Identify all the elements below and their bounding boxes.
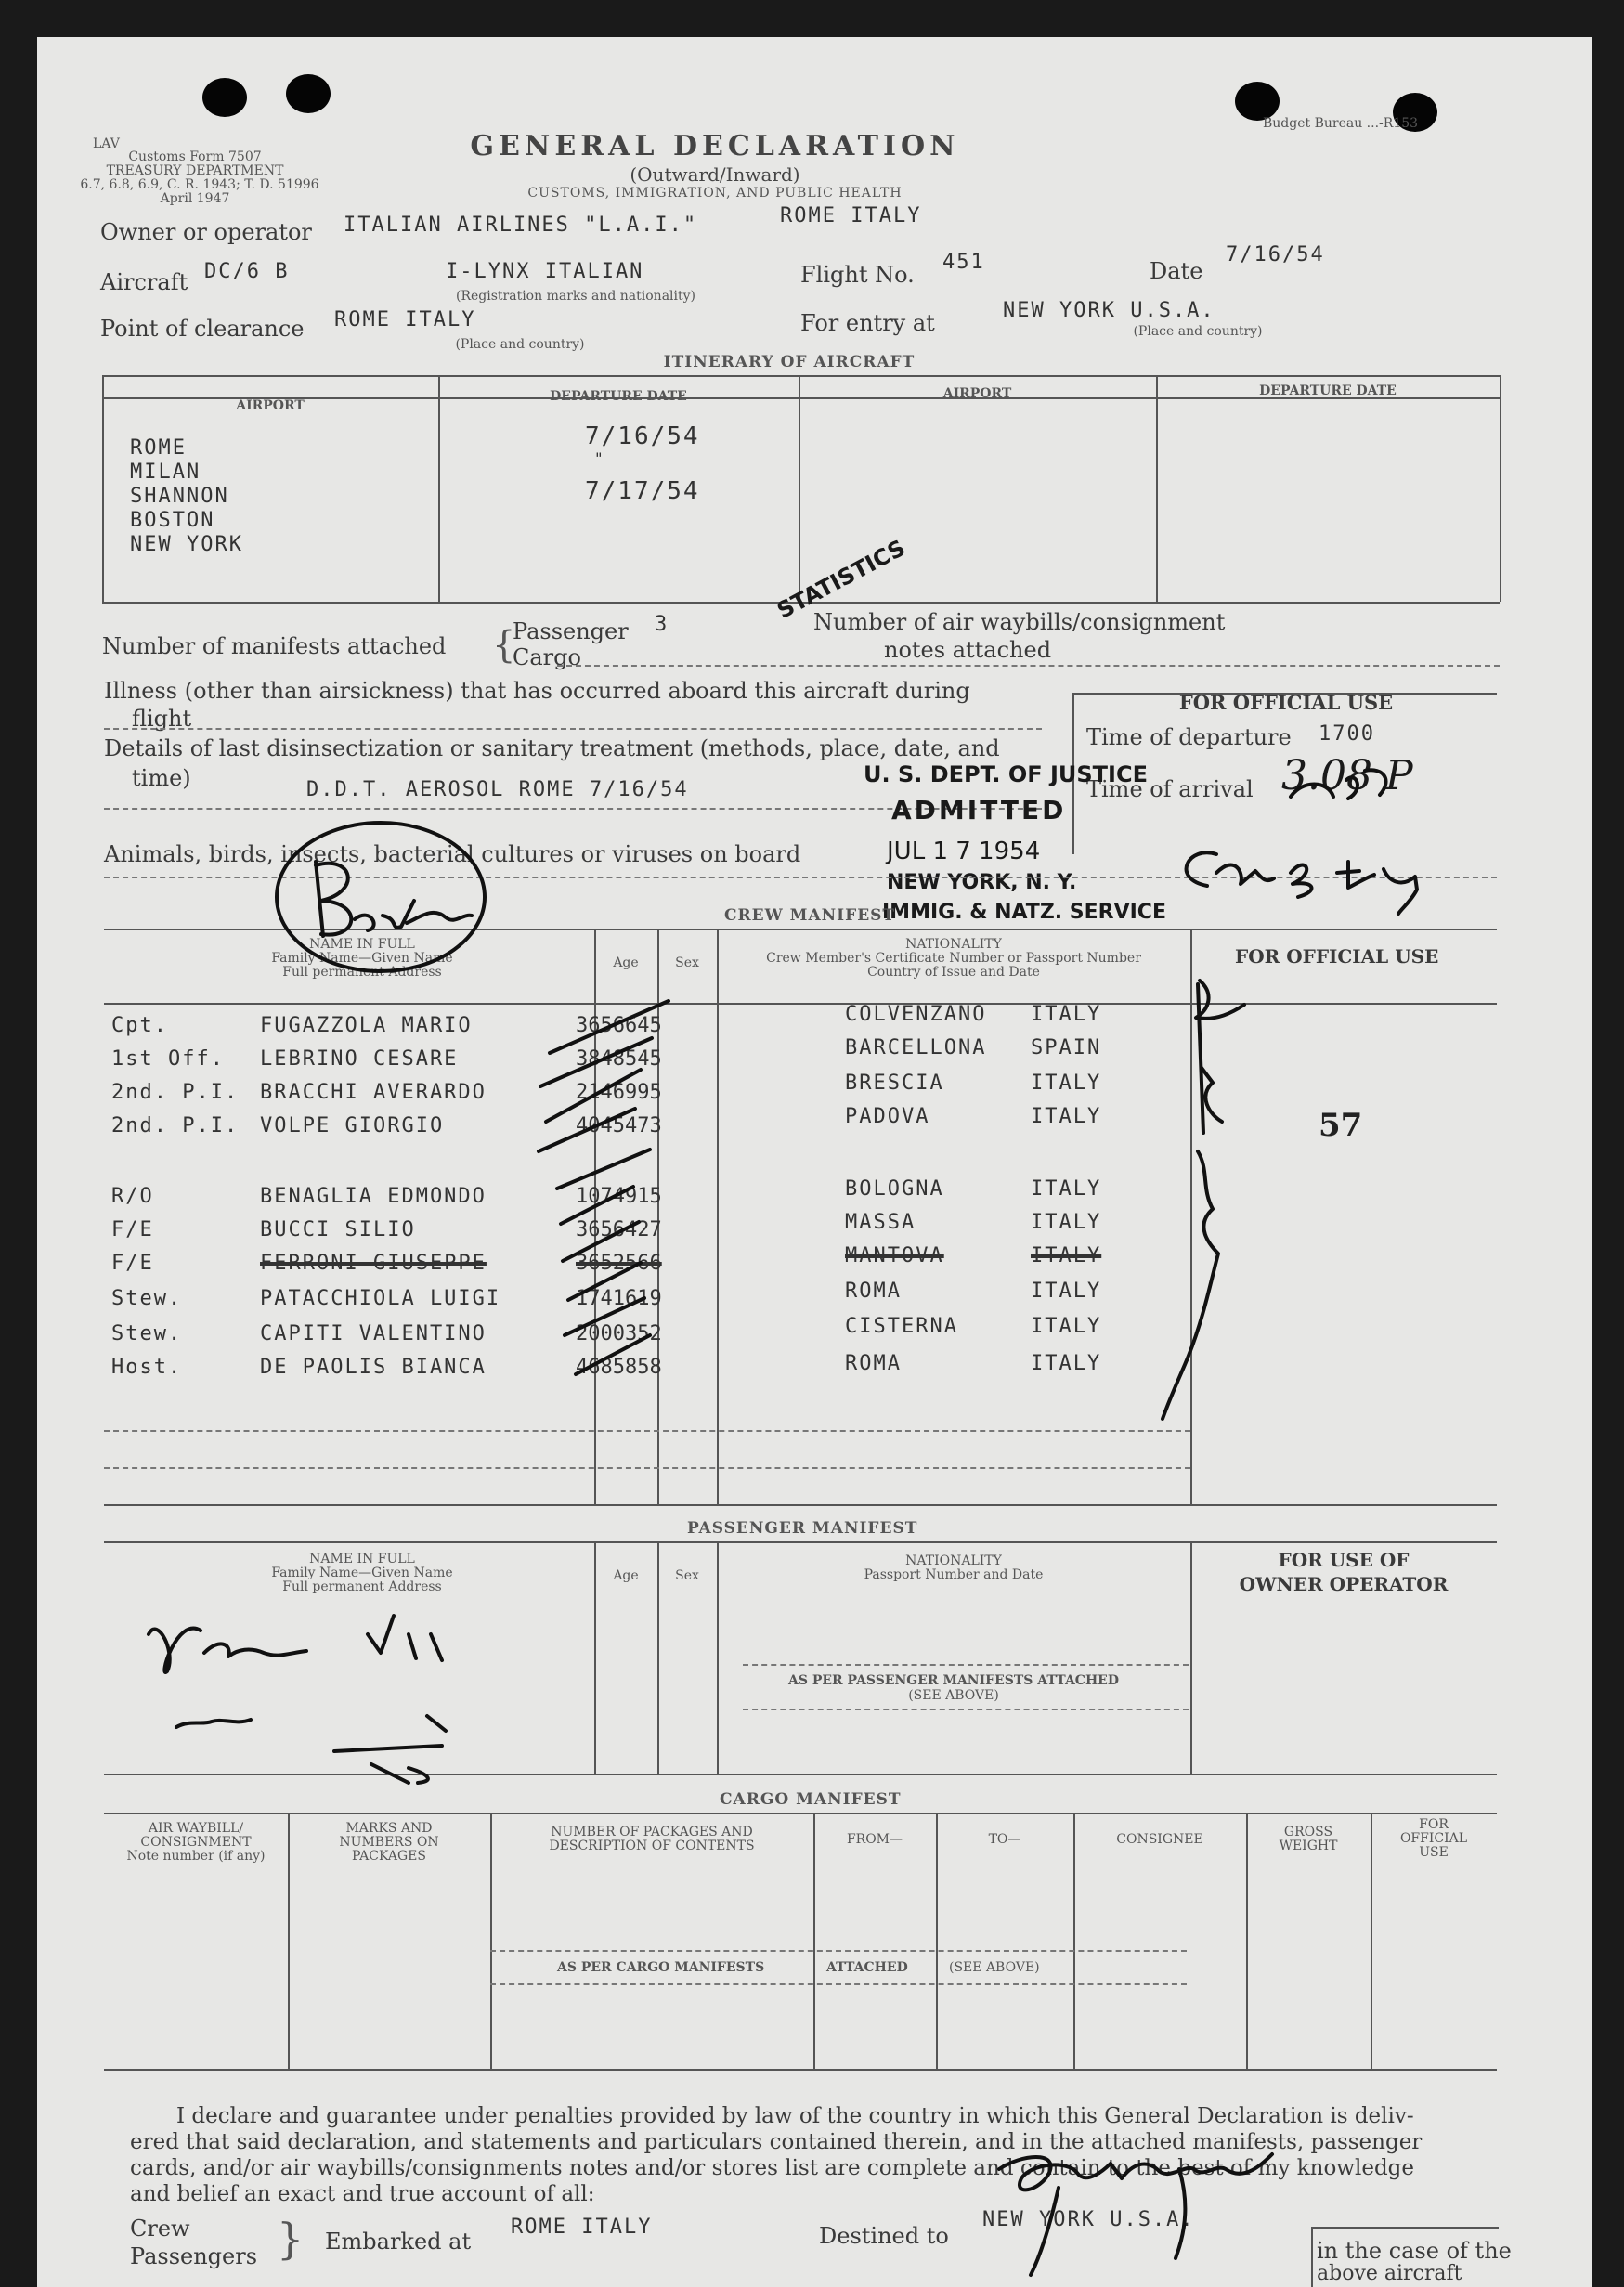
form-info-1: Customs Form 7507 xyxy=(128,149,262,164)
crew-name: FUGAZZOLA MARIO xyxy=(260,1014,473,1037)
above-aircraft-label: above aircraft xyxy=(1317,2262,1462,2285)
passenger-header-sex: Sex xyxy=(675,1568,699,1583)
declaration-line-2: ered that said declaration, and statements and particulars contained therein, and in the attached manifests, passenger xyxy=(130,2130,1423,2154)
crew-header-nationality-3: Country of Issue and Date xyxy=(867,965,1040,980)
clearance-caption: (Place and country) xyxy=(455,337,585,352)
crew-rank: Host. xyxy=(111,1356,183,1379)
date-label: Date xyxy=(1150,258,1203,284)
crew-place: MASSA xyxy=(845,1211,916,1234)
cargo-header-marks-3: PACKAGES xyxy=(352,1849,426,1864)
form-info-3: 6.7, 6.8, 6.9, C. R. 1943; T. D. 51996 xyxy=(80,177,319,192)
itinerary-date: 7/17/54 xyxy=(585,477,700,505)
illness-label: Illness (other than airsickness) that has occurred aboard this aircraft during xyxy=(104,678,970,704)
clearance-value: ROME ITALY xyxy=(334,308,476,331)
cargo-header-official-2: OFFICIAL xyxy=(1399,1831,1468,1846)
passenger-scribble xyxy=(149,1629,306,1672)
flight-value: 451 xyxy=(942,251,985,274)
budget-ref: Budget Bureau ...-R153 xyxy=(1263,116,1419,131)
owner-value: ITALIAN AIRLINES "L.A.I." xyxy=(344,214,698,237)
cargo-header-official-3: USE xyxy=(1419,1845,1449,1860)
crew-place: BOLOGNA xyxy=(845,1177,944,1201)
passenger-note-2: (SEE ABOVE) xyxy=(908,1688,999,1703)
itinerary-title: ITINERARY OF AIRCRAFT xyxy=(663,353,916,371)
crew-name: LEBRINO CESARE xyxy=(260,1047,459,1071)
crew-country: ITALY xyxy=(1031,1177,1102,1201)
stamp-admitted: ADMITTED xyxy=(891,795,1067,825)
passenger-manifest-title: PASSENGER MANIFEST xyxy=(687,1519,918,1538)
cargo-manifest-title: CARGO MANIFEST xyxy=(720,1790,902,1809)
crew-cert: 3656645 xyxy=(576,1014,662,1037)
crew-place: ROMA xyxy=(845,1280,902,1303)
crew-cert-struck: 3652566 xyxy=(576,1252,662,1275)
passenger-scribble xyxy=(368,1616,442,1660)
crew-rank: 2nd. P.I. xyxy=(111,1081,240,1104)
arrival-time-value: 3.08 P xyxy=(1281,752,1413,799)
note-scribble xyxy=(1187,852,1417,914)
declaration-passengers: Passengers xyxy=(130,2243,258,2269)
aircraft-label: Aircraft xyxy=(100,269,188,295)
departure-time-label: Time of departure xyxy=(1086,724,1292,750)
waybills-label: Number of air waybills/consignment xyxy=(813,609,1226,635)
passenger-header-name: NAME IN FULL xyxy=(309,1552,415,1566)
official-number: 57 xyxy=(1319,1107,1363,1144)
passenger-scribble xyxy=(334,1746,442,1783)
crew-cert: 4685858 xyxy=(576,1356,662,1379)
crew-country: ITALY xyxy=(1031,1211,1102,1234)
crew-tick xyxy=(557,1150,650,1189)
itinerary-date: " xyxy=(594,449,605,467)
statistics-stamp: STATISTICS xyxy=(773,535,910,624)
cargo-note-2: ATTACHED xyxy=(826,1960,908,1975)
crew-header-nationality: NATIONALITY xyxy=(905,937,1002,952)
clearance-label: Point of clearance xyxy=(100,316,305,342)
passenger-header-age: Age xyxy=(613,1568,639,1583)
crew-header-name: NAME IN FULL xyxy=(309,937,415,952)
cargo-label: Cargo xyxy=(513,644,581,670)
crew-header-age: Age xyxy=(613,955,639,970)
cargo-header-weight: GROSS xyxy=(1283,1825,1333,1839)
passenger-scribble xyxy=(176,1716,446,1731)
declaration-line-3: cards, and/or air waybills/consignments notes and/or stores list are complete and contain to the best of my knowledge xyxy=(130,2156,1415,2180)
registration-caption: (Registration marks and nationality) xyxy=(456,289,695,304)
waybills-label-2: notes attached xyxy=(884,637,1052,663)
crew-name: BRACCHI AVERARDO xyxy=(260,1081,487,1104)
passenger-header-owner: FOR USE OF xyxy=(1278,1549,1410,1571)
stamp-service: IMMIG. & NATZ. SERVICE xyxy=(882,901,1166,924)
punch-hole xyxy=(1235,82,1280,121)
crew-cert: 1741619 xyxy=(576,1287,662,1310)
arrival-time-label: Time of arrival xyxy=(1086,776,1254,802)
itinerary-header-departure: DEPARTURE DATE xyxy=(550,389,687,404)
cargo-header-waybill-2: CONSIGNMENT xyxy=(140,1835,252,1850)
owner-city: ROME ITALY xyxy=(780,204,922,227)
date-value: 7/16/54 xyxy=(1226,243,1325,266)
itinerary-header-departure-2: DEPARTURE DATE xyxy=(1259,383,1397,398)
punch-hole xyxy=(286,74,331,113)
cargo-header-waybill-3: Note number (if any) xyxy=(126,1849,266,1864)
passenger-header-name-3: Full permanent Address xyxy=(282,1579,442,1594)
crew-place: BRESCIA xyxy=(845,1072,944,1095)
declaration-line-1: I declare and guarantee under penalties provided by law of the country in which this General Declaration is deliv- xyxy=(176,2104,1414,2128)
crew-cert: 3848545 xyxy=(576,1047,662,1071)
page-subtitle: (Outward/Inward) xyxy=(630,163,800,186)
crew-header-name-2: Family Name—Given Name xyxy=(271,951,453,966)
cargo-header-packages: NUMBER OF PACKAGES AND xyxy=(551,1825,753,1839)
cargo-note: AS PER CARGO MANIFESTS xyxy=(557,1960,765,1975)
itinerary-airport: SHANNON xyxy=(130,485,229,508)
signature-box xyxy=(1311,2227,1499,2287)
cargo-note-3: (SEE ABOVE) xyxy=(949,1960,1040,1975)
cargo-header-from: FROM— xyxy=(846,1832,903,1847)
disinsect-label-2: time) xyxy=(132,765,191,791)
passenger-value: 3 xyxy=(655,613,669,636)
stamp-date: JUL 1 7 1954 xyxy=(887,838,1041,865)
margin-scribble xyxy=(1163,981,1244,1419)
crew-country: ITALY xyxy=(1031,1072,1102,1095)
crew-name: BUCCI SILIO xyxy=(260,1218,416,1241)
itinerary-date: 7/16/54 xyxy=(585,422,700,450)
flight-label: Flight No. xyxy=(800,262,915,288)
brace-icon: } xyxy=(277,2214,305,2264)
crew-header-sex: Sex xyxy=(675,955,699,970)
crew-rank: Stew. xyxy=(111,1322,183,1345)
itinerary-airport: MILAN xyxy=(130,461,201,484)
itinerary-airport: BOSTON xyxy=(130,509,215,532)
in-case-label: in the case of the xyxy=(1317,2238,1512,2264)
animals-label: Animals, birds, insects, bacterial cultures or viruses on board xyxy=(104,841,801,867)
crew-name: PATACCHIOLA LUIGI xyxy=(260,1287,501,1310)
punch-hole xyxy=(202,78,247,117)
crew-name-struck: FERRONI GIUSEPPE xyxy=(260,1252,487,1275)
passenger-note: AS PER PASSENGER MANIFESTS ATTACHED xyxy=(788,1673,1119,1688)
crew-place: ROMA xyxy=(845,1352,902,1375)
entry-caption: (Place and country) xyxy=(1133,324,1263,339)
official-use-title: FOR OFFICIAL USE xyxy=(1178,691,1394,714)
crew-rank: Stew. xyxy=(111,1287,183,1310)
crew-rank: 1st Off. xyxy=(111,1047,225,1071)
cargo-header-weight-2: WEIGHT xyxy=(1279,1839,1338,1853)
crew-cert: 1074915 xyxy=(576,1185,662,1208)
declaration-line-4: and belief an exact and true account of all: xyxy=(130,2182,595,2206)
disinsect-label: Details of last disinsectization or sanitary treatment (methods, place, date, and xyxy=(104,735,1000,761)
crew-header-name-3: Full permanent Address xyxy=(282,965,442,980)
crew-rank: F/E xyxy=(111,1218,154,1241)
embarked-label: Embarked at xyxy=(325,2229,472,2255)
crew-country: ITALY xyxy=(1031,1105,1102,1128)
crew-country: ITALY xyxy=(1031,1280,1102,1303)
page-title: GENERAL DECLARATION xyxy=(470,130,960,162)
cargo-header-marks: MARKS AND xyxy=(345,1821,433,1836)
margin-stroke xyxy=(1198,984,1203,1133)
declaration-page xyxy=(37,37,1592,2287)
crew-rank: Cpt. xyxy=(111,1014,168,1037)
crew-place-struck: MANTOVA xyxy=(845,1244,944,1267)
crew-place: COLVENZANO xyxy=(845,1003,987,1026)
passenger-header-nationality: NATIONALITY xyxy=(905,1553,1002,1568)
crew-country: ITALY xyxy=(1031,1003,1102,1026)
entry-value: NEW YORK U.S.A. xyxy=(1003,299,1215,322)
itinerary-airport: NEW YORK xyxy=(130,533,243,556)
crew-name: DE PAOLIS BIANCA xyxy=(260,1356,487,1379)
itinerary-airport: ROME xyxy=(130,436,187,460)
stamp-city: NEW YORK, N. Y. xyxy=(887,871,1077,894)
crew-cert: 3656427 xyxy=(576,1218,662,1241)
crew-rank: F/E xyxy=(111,1252,154,1275)
departure-time-value: 1700 xyxy=(1319,722,1375,746)
aircraft-registration: I-LYNX ITALIAN xyxy=(446,260,644,283)
passenger-header-nationality-2: Passport Number and Date xyxy=(864,1567,1044,1582)
destined-value: NEW YORK U.S.A. xyxy=(982,2208,1195,2231)
crew-header-nationality-2: Crew Member's Certificate Number or Passport Number xyxy=(766,951,1141,966)
stamp-dept: U. S. DEPT. OF JUSTICE xyxy=(864,761,1148,787)
crew-country: ITALY xyxy=(1031,1352,1102,1375)
cargo-header-waybill: AIR WAYBILL/ xyxy=(148,1821,244,1836)
illness-label-2: flight xyxy=(132,706,192,732)
disinsect-value: D.D.T. AEROSOL ROME 7/16/54 xyxy=(306,778,689,801)
passenger-label: Passenger xyxy=(513,618,629,644)
crew-country: SPAIN xyxy=(1031,1036,1102,1059)
crew-rank: R/O xyxy=(111,1185,154,1208)
passenger-header-name-2: Family Name—Given Name xyxy=(271,1566,453,1580)
crew-name: CAPITI VALENTINO xyxy=(260,1322,487,1345)
form-code: LAV xyxy=(93,136,120,151)
boston-scribble xyxy=(316,862,472,936)
crew-country: ITALY xyxy=(1031,1315,1102,1338)
crew-manifest-title: CREW MANIFEST xyxy=(724,906,896,925)
cargo-header-consignee: CONSIGNEE xyxy=(1116,1832,1203,1847)
itinerary-header-airport: AIRPORT xyxy=(236,398,305,413)
cargo-header-marks-2: NUMBERS ON xyxy=(339,1835,439,1850)
form-info-2: TREASURY DEPARTMENT xyxy=(106,163,284,178)
crew-name: BENAGLIA EDMONDO xyxy=(260,1185,487,1208)
crew-country-struck: ITALY xyxy=(1031,1244,1102,1267)
itinerary-header-airport-2: AIRPORT xyxy=(942,386,1012,401)
crew-place: PADOVA xyxy=(845,1105,930,1128)
agencies: CUSTOMS, IMMIGRATION, AND PUBLIC HEALTH xyxy=(527,186,903,201)
crew-header-official: FOR OFFICIAL USE xyxy=(1235,945,1439,968)
entry-label: For entry at xyxy=(800,310,935,336)
manifests-label: Number of manifests attached xyxy=(102,633,447,659)
owner-label: Owner or operator xyxy=(100,219,312,245)
embarked-value: ROME ITALY xyxy=(511,2216,653,2239)
crew-place: CISTERNA xyxy=(845,1315,958,1338)
passenger-header-owner-2: OWNER OPERATOR xyxy=(1239,1573,1449,1595)
crew-cert: 2000352 xyxy=(576,1322,662,1345)
crew-cert: 2146995 xyxy=(576,1081,662,1104)
cargo-header-to: TO— xyxy=(988,1832,1021,1847)
destined-label: Destined to xyxy=(819,2223,949,2249)
crew-place: BARCELLONA xyxy=(845,1036,987,1059)
aircraft-type: DC/6 B xyxy=(204,260,290,283)
crew-name: VOLPE GIORGIO xyxy=(260,1114,445,1137)
brace-icon: { xyxy=(492,624,516,667)
crew-rank: 2nd. P.I. xyxy=(111,1114,240,1137)
cargo-header-official: FOR xyxy=(1419,1817,1449,1832)
form-info-4: April 1947 xyxy=(160,191,230,206)
cargo-header-packages-2: DESCRIPTION OF CONTENTS xyxy=(549,1839,755,1853)
declaration-crew: Crew xyxy=(130,2216,190,2242)
crew-cert: 4045473 xyxy=(576,1114,662,1137)
